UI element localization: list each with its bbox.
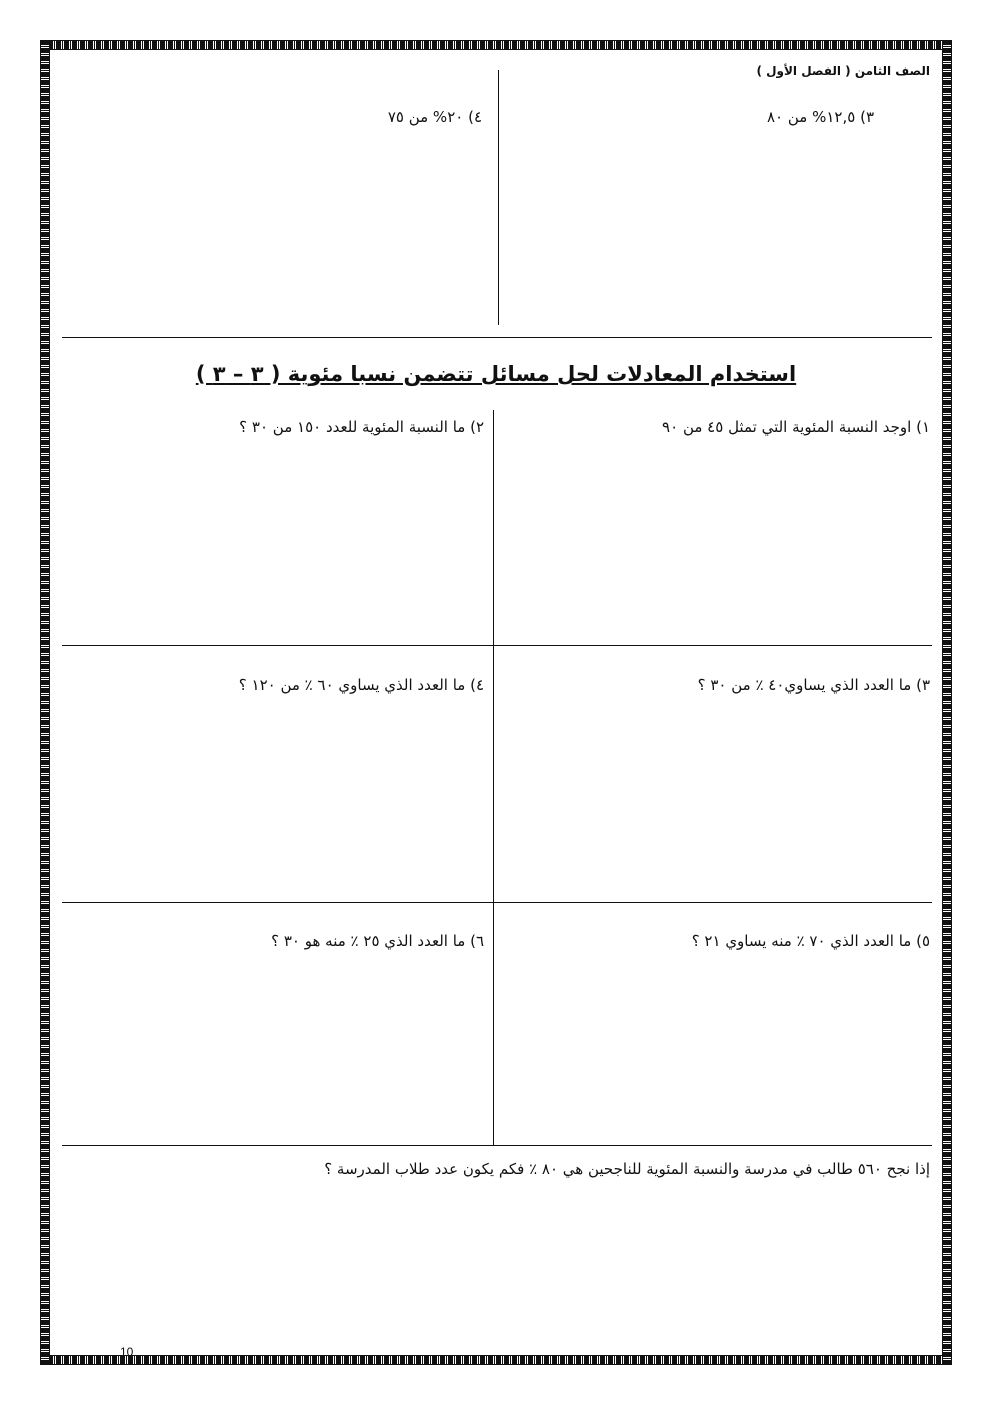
question-6: ٦) ما العدد الذي ٢٥ ٪ منه هو ٣٠ ؟ [271, 932, 484, 950]
top-question-3: ٣) ١٢,٥% من ٨٠ [766, 108, 874, 126]
page-border-right [942, 40, 952, 1365]
page-border-top [40, 40, 952, 50]
question-1: ١) اوجد النسبة المئوية التي تمثل ٤٥ من ٩٠ [662, 418, 930, 436]
question-2: ٢) ما النسبة المئوية للعدد ١٥٠ من ٣٠ ؟ [239, 418, 484, 436]
grid-center-divider [493, 410, 494, 1146]
grid-row-divider-2 [62, 902, 932, 903]
question-3: ٣) ما العدد الذي يساوي٤٠ ٪ من ٣٠ ؟ [697, 676, 930, 694]
top-question-4: ٤) ٢٠% من ٧٥ [387, 108, 482, 126]
grid-row-divider-3 [62, 1145, 932, 1146]
question-5: ٥) ما العدد الذي ٧٠ ٪ منه يساوي ٢١ ؟ [691, 932, 930, 950]
page-border-left [40, 40, 50, 1365]
section-title: استخدام المعادلات لحل مسائل تتضمن نسبا مئوية ( ٣ – ٣ ) [195, 362, 797, 386]
grid-row-divider-1 [62, 645, 932, 646]
page-number: 10 [120, 1345, 134, 1359]
question-4: ٤) ما العدد الذي يساوي ٦٠ ٪ من ١٢٠ ؟ [238, 676, 484, 694]
grade-label: الصف الثامن ( الفصل الأول ) [756, 64, 930, 78]
word-problem: إذا نجح ٥٦٠ طالب في مدرسة والنسبة المئوية للناجحين هي ٨٠ ٪ فكم يكون عدد طلاب المدرسة ؟ [324, 1160, 930, 1178]
section-separator [62, 337, 932, 338]
top-divider [498, 70, 499, 325]
page-border-bottom [40, 1355, 952, 1365]
